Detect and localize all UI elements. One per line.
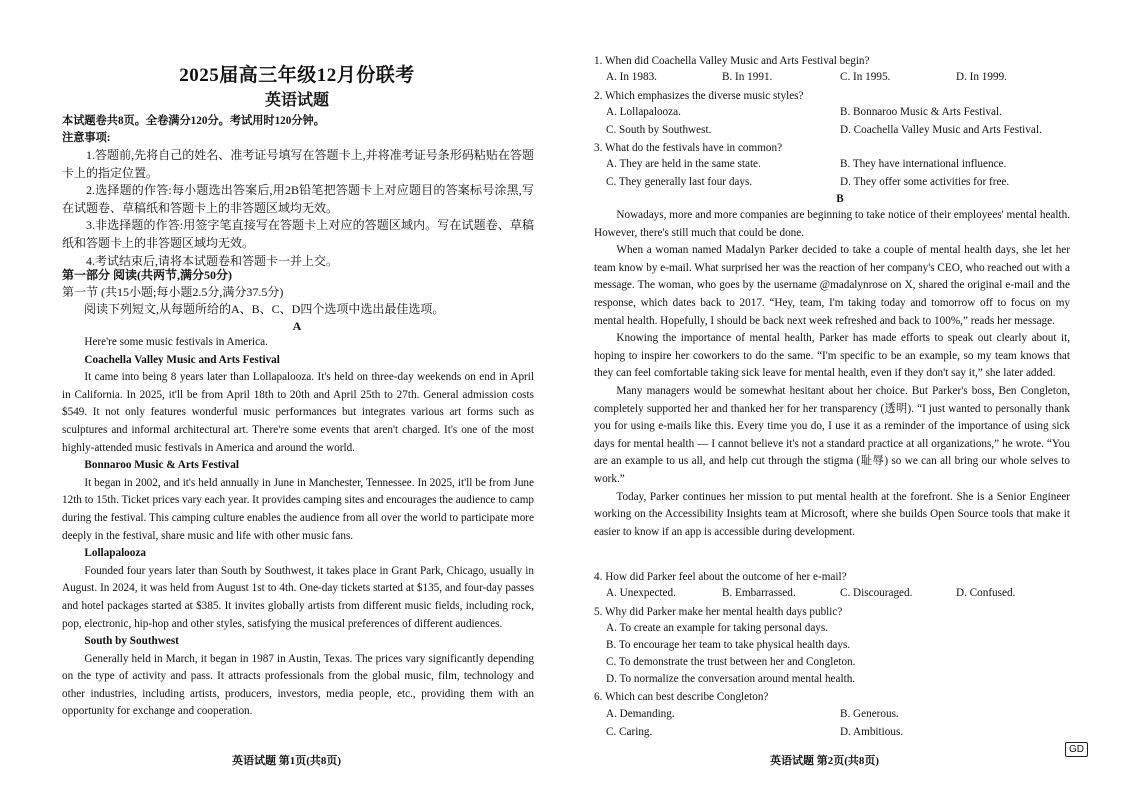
q2-option-d: D. Coachella Valley Music and Arts Festival. <box>840 124 1042 136</box>
notice-title: 注意事项: <box>62 132 111 144</box>
q1-option-d: D. In 1999. <box>956 71 1007 83</box>
q1-option-c: C. In 1995. <box>840 71 891 83</box>
page-1-footer: 英语试题 第1页(共8页) <box>232 755 342 767</box>
festival-4-title: South by Southwest <box>84 635 179 648</box>
q3-option-a: A. They are held in the same state. <box>606 158 761 170</box>
notice-block <box>62 147 534 270</box>
notice-2: 2.选择题的作答:每小题选出答案后,用2B铅笔把答题卡上对应题目的答案标号涂黑,写在试题卷、草稿纸和答题卡上的非答题区域均无效。 <box>62 183 534 215</box>
subject-title: 英语试题 <box>264 92 329 109</box>
question-2: 2. Which emphasizes the diverse music styles? <box>594 90 804 102</box>
notice-1: 1.答题前,先将自己的姓名、准考证号填写在答题卡上,并将准考证号条形码粘贴在答题卡上的指定位置。 <box>62 148 534 180</box>
passage-a <box>62 334 534 721</box>
festival-4-text: Generally held in March, it began in 1987 in Austin, Texas. The prices vary significantly depending on the type of activity and pass. It attracts professionals from the global music, film, technology and other industries, including artists, producers, investors, media people, etc., providing them with an opportunity for exchange and cooperation. <box>62 652 534 718</box>
q3-option-d: D. They offer some activities for free. <box>840 176 1010 188</box>
q5-option-c: C. To demonstrate the trust between her and Congleton. <box>606 656 856 668</box>
q1-option-b: B. In 1991. <box>722 71 773 83</box>
exam-info: 本试题卷共8页。全卷满分120分。考试用时120分钟。 <box>62 115 325 127</box>
passage-a-intro: Here're some music festivals in America. <box>84 336 268 348</box>
festival-1-title: Coachella Valley Music and Arts Festival <box>84 353 280 366</box>
question-5: 5. Why did Parker make her mental health days public? <box>594 606 843 618</box>
passage-b-label: B <box>836 193 844 205</box>
gd-mark: GD <box>1065 742 1088 757</box>
q6-option-d: D. Ambitious. <box>840 726 904 738</box>
q5-option-a: A. To create an example for taking personal days. <box>606 622 829 634</box>
passage-a-label: A <box>292 319 302 333</box>
notice-4: 4.考试结束后,请将本试题卷和答题卡一并上交。 <box>86 253 339 268</box>
passage-b-p3: Knowing the importance of mental health, Parker has made efforts to speak out clearly about it, hoping to inspire her coworkers to do the same. “I'm specific to be an example, so my team knows that they can feel comfortable taking sick leave for mental health, even if they don't say it,” she later added. <box>594 332 1070 380</box>
q2-option-b: B. Bonnaroo Music & Arts Festival. <box>840 106 1002 118</box>
question-1: 1. When did Coachella Valley Music and Arts Festival begin? <box>594 55 870 67</box>
q5-option-b: B. To encourage her team to take physical health days. <box>606 639 851 651</box>
q2-option-a: A. Lollapalooza. <box>606 106 681 118</box>
festival-1-text: It came into being 8 years later than Lollapalooza. It's held on three-day weekends on end in April in California. In 2025, it'll be from April 18th to 20th and April 25th to 27th. General admission costs $549. It not only features wonderful music performances but integrates various art forms such as sculptures and informal architectural art. There're some events that aren't charged. It's one of the most highly-attended music festivals in America and around the world. <box>62 371 534 454</box>
question-6: 6. Which can best describe Congleton? <box>594 691 769 703</box>
passage-b-p4: Many managers would be somewhat hesitant about her choice. But Parker's boss, Ben Congleton, completely supported her and thanked her for her transparency (透明). “I just wanted to personally thank you for using e-mails like this. Every time you do, I use it as a reminder of the importance of using sick days for mental health — I cannot believe it's not a standard practice at all organizations,” he wrote. “You are an example to us all, and help cut through the stigma (耻辱) so we can all bring our whole selves to work.” <box>594 384 1070 485</box>
q6-option-a: A. Demanding. <box>606 708 675 720</box>
q6-option-b: B. Generous. <box>840 708 899 720</box>
festival-3-title: Lollapalooza <box>84 547 146 560</box>
q4-option-b: B. Embarrassed. <box>722 587 796 599</box>
festival-2-title: Bonnaroo Music & Arts Festival <box>84 459 239 472</box>
exam-title: 2025届高三年级12月份联考 <box>179 65 415 86</box>
q4-option-c: C. Discouraged. <box>840 587 913 599</box>
q6-option-c: C. Caring. <box>606 726 653 738</box>
question-4: 4. How did Parker feel about the outcome of her e-mail? <box>594 571 847 583</box>
festival-3-text: Founded four years later than South by Southwest, it takes place in Grant Park, Chicago, usually in August. In 2024, it was held from August 1st to 4th. One-day tickets started at $135, and four-day passes and hotel packages started at $385. It invites globally artists from different music fields, including rock, pop, electronic, hip-hop and other styles, satisfying the musical preferences of different audiences. <box>62 564 534 630</box>
question-3: 3. What do the festivals have in common? <box>594 142 783 154</box>
q4-option-d: D. Confused. <box>956 587 1016 599</box>
q3-option-b: B. They have international influence. <box>840 158 1007 170</box>
passage-b-p2: When a woman named Madalyn Parker decided to take a couple of mental health days, she let her team know by e-mail. What surprised her was the reaction of her company's CEO, who reached out with a message. The woman, who goes by the username @madalynrose on X, shared the original e-mail and the response, which dates back to 2017. “Hey, team, I'm taking today and tomorrow off to focus on my mental health. Hopefully, I should be back next week refreshed and back to 100%,” reads her message. <box>594 244 1070 327</box>
q5-option-d: D. To normalize the conversation around mental health. <box>606 673 856 685</box>
section-one-heading: 第一节 (共15小题;每小题2.5分,满分37.5分) <box>62 285 284 299</box>
part-one-heading: 第一部分 阅读(共两节,满分50分) <box>62 268 232 282</box>
q2-option-c: C. South by Southwest. <box>606 124 712 136</box>
q4-option-a: A. Unexpected. <box>606 587 676 599</box>
q1-option-a: A. In 1983. <box>606 71 657 83</box>
festival-2-text: It began in 2002, and it's held annually in June in Manchester, Tennessee. In 2025, it'll be from June 12th to 15th. Ticket prices vary each year. It provides camping sites and encourages the audience to camp during the festival. This camping culture enables the audience from all over the world to participate more deeply in the festival, share music and life with other music fans. <box>62 476 534 542</box>
q3-option-c: C. They generally last four days. <box>606 176 753 188</box>
passage-b <box>594 207 1070 541</box>
reading-instruction: 阅读下列短文,从每题所给的A、B、C、D四个选项中选出最佳选项。 <box>84 302 445 316</box>
page-2-footer: 英语试题 第2页(共8页) <box>770 755 880 767</box>
passage-b-p1: Nowadays, more and more companies are beginning to take notice of their employees' mental health. However, there's still much that could be done. <box>594 209 1070 239</box>
passage-b-p5: Today, Parker continues her mission to put mental health at the forefront. She is a Senior Engineer working on the Accessibility Insights team at Microsoft, where she builds Open Source tools that make it easier to know if an app is accessible during development. <box>594 490 1070 538</box>
notice-3: 3.非选择题的作答:用签字笔直接写在答题卡上对应的答题区域内。写在试题卷、草稿纸和答题卡上的非答题区域均无效。 <box>62 218 534 250</box>
